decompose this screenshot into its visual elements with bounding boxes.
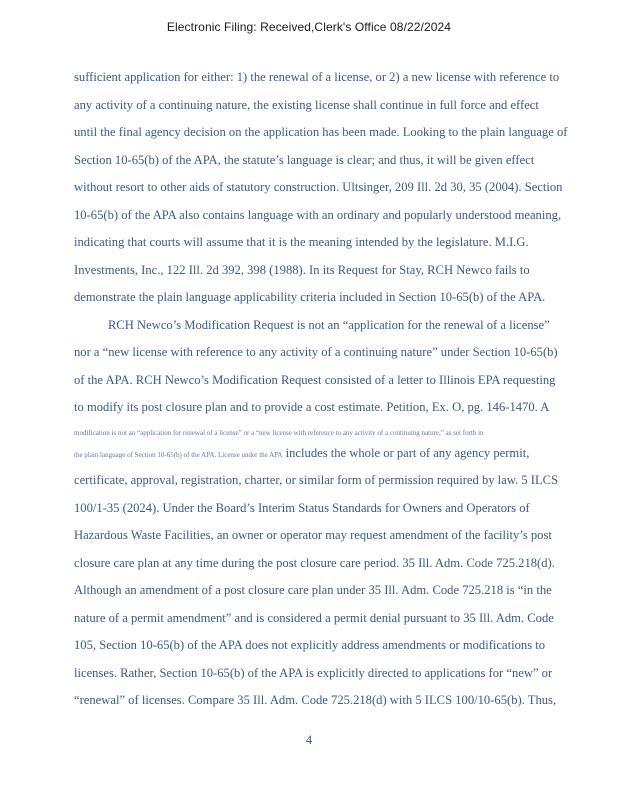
text-line: any activity of a continuing nature, the existing license shall continue in full force and effect — [74, 97, 539, 112]
text-line: to modify its post closure plan and to provide a cost estimate. Petition, Ex. O, pg. 146-1470. A — [74, 400, 550, 414]
text-line: 100/1-35 (2024). Under the Board’s Interim Status Standards for Owners and Operators of — [74, 500, 530, 515]
text-line: without resort to other aids of statutory construction. Ultsinger, 209 Ill. 2d 30, 35 (2004). Section — [74, 180, 563, 194]
text-line — [74, 440, 594, 468]
text-line: sufficient application for either: 1) the renewal of a license, or 2) a new license with reference to — [74, 70, 560, 84]
text-line: nor a “new license with reference to any activity of a continuing nature” under Section 10-65(b) — [74, 345, 558, 359]
text-line: of the APA. RCH Newco’s Modification Request consisted of a letter to Illinois EPA requesting — [74, 372, 556, 387]
small-text-fragment: the plain language of Section 10-65(b) of the APA. License under the APA — [74, 450, 283, 459]
text-line: indicating that courts will assume that it is the meaning intended by the legislature. M.I.G. — [74, 235, 529, 249]
document-body — [74, 64, 594, 715]
text-line: 10-65(b) of the APA also contains language with an ordinary and popularly understood meaning, — [74, 207, 562, 222]
page-number: 4 — [305, 733, 313, 747]
text-line: closure care plan at any time during the post closure care period. 35 Ill. Adm. Code 725.218(d). — [74, 555, 555, 570]
text-line: until the final agency decision on the application has been made. Looking to the plain language of — [74, 125, 568, 139]
text-fragment: includes the whole or part of any agency permit, — [282, 445, 530, 460]
text-line: Section 10-65(b) of the APA, the statute’s language is clear; and thus, it will be given effect — [74, 152, 535, 167]
text-line: Although an amendment of a post closure care plan under 35 Ill. Adm. Code 725.218 is “in the — [74, 583, 552, 597]
text-line: 105, Section 10-65(b) of the APA does not explicitly address amendments or modifications to — [74, 638, 546, 652]
text-line: demonstrate the plain language applicability criteria included in Section 10-65(b) of the APA. — [74, 290, 546, 304]
text-line: Investments, Inc., 122 Ill. 2d 392, 398 (1988). In its Request for Stay, RCH Newco fails to — [74, 262, 530, 277]
text-line: certificate, approval, registration, charter, or similar form of permission required by law. 5 ILCS — [74, 473, 559, 487]
text-line: licenses. Rather, Section 10-65(b) of the APA is explicitly directed to applications for “new” or — [74, 665, 553, 680]
filing-header: Electronic Filing: Received,Clerk's Office 08/22/2024 — [166, 20, 452, 34]
small-text-line: modification is not an “application for renewal of a license” or a “new license with reference to any activity of a continuing nature,” as set forth in — [74, 428, 484, 437]
text-line: “renewal” of licenses. Compare 35 Ill. Adm. Code 725.218(d) with 5 ILCS 100/10-65(b). Thus, — [74, 693, 557, 707]
text-line: nature of a permit amendment” and is considered a permit denial pursuant to 35 Ill. Adm. Code — [74, 610, 554, 625]
text-line: RCH Newco’s Modification Request is not an “application for the renewal of a license” — [108, 317, 550, 332]
text-line: Hazardous Waste Facilities, an owner or operator may request amendment of the facility’s post — [74, 528, 552, 542]
